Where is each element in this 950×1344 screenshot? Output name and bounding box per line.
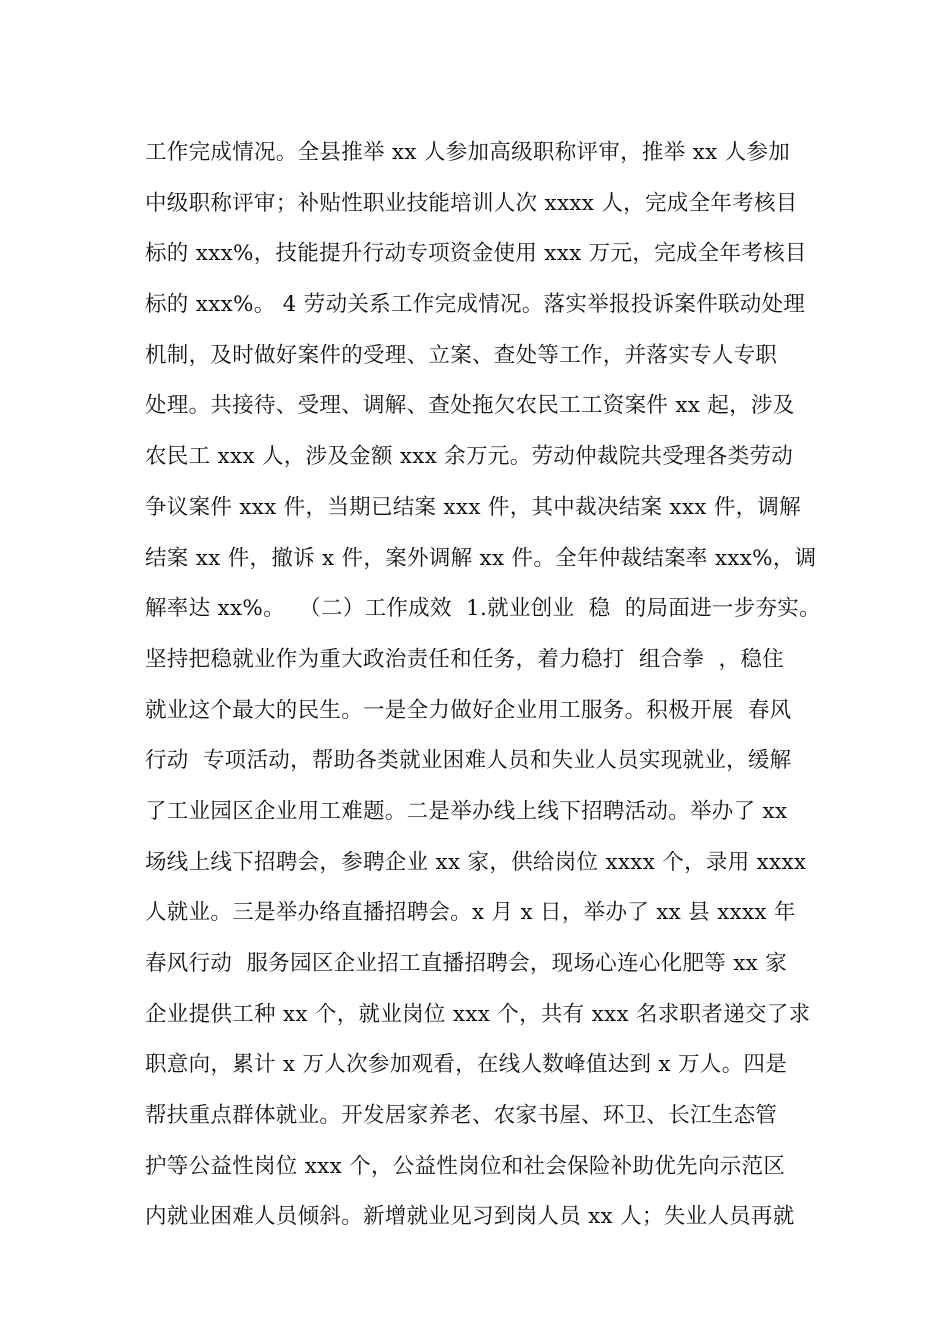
text-line: 内就业困难人员倾斜。新增就业见习到岗人员 xx 人；失业人员再就: [145, 1204, 795, 1230]
text-line: 就业这个最大的民生。一是全力做好企业用工服务。积极开展 春风: [145, 697, 792, 723]
text-line: 中级职称评审；补贴性职业技能培训人次 xxxx 人，完成全年考核目: [145, 190, 798, 216]
text-line: 机制，及时做好案件的受理、立案、查处等工作，并落实专人专职: [145, 342, 778, 368]
text-line: 标的 xxx%。 4 劳动关系工作完成情况。落实举报投诉案件联动处理: [145, 292, 806, 318]
text-line: 结案 xx 件，撤诉 x 件，案外调解 xx 件。全年仲裁结案率 xxx%，调: [145, 545, 817, 571]
text-line: 处理。共接待、受理、调解、查处拖欠农民工工资案件 xx 起，涉及: [145, 393, 795, 419]
text-line: 了工业园区企业用工难题。二是举办线上线下招聘活动。举办了 xx: [145, 798, 788, 824]
text-line: 行动 专项活动，帮助各类就业困难人员和失业人员实现就业，缓解: [145, 748, 792, 774]
text-line: 标的 xxx%，技能提升行动专项资金使用 xxx 万元，完成全年考核目: [145, 241, 807, 267]
body-text: [145, 128, 825, 1243]
text-line: 职意向，累计 x 万人次参加观看，在线人数峰值达到 x 万人。四是: [145, 1052, 787, 1078]
text-line: 春风行动 服务园区企业招工直播招聘会，现场心连心化肥等 xx 家: [145, 951, 787, 976]
text-line: 护等公益性岗位 xxx 个，公益性岗位和社会保险补助优先向示范区: [145, 1153, 786, 1179]
text-line: 场线上线下招聘会，参聘企业 xx 家，供给岗位 xxxx 个，录用 xxxx: [145, 849, 807, 875]
text-line: 争议案件 xxx 件，当期已结案 xxx 件，其中裁决结案 xxx 件，调解: [145, 494, 802, 520]
text-line: 农民工 xxx 人，涉及金额 xxx 余万元。劳动仲裁院共受理各类劳动: [145, 444, 794, 470]
text-line: 帮扶重点群体就业。开发居家养老、农家书屋、环卫、长江生态管: [145, 1103, 778, 1129]
text-line: 企业提供工种 xx 个，就业岗位 xxx 个，共有 xxx 名求职者递交了求: [145, 1001, 811, 1027]
text-line: 坚持把稳就业作为重大政治责任和任务，着力稳打 组合拳 ，稳住: [145, 646, 784, 672]
text-line: 人就业。三是举办络直播招聘会。x 月 x 日，举办了 xx 县 xxxx 年: [145, 900, 796, 926]
text-line: 解率达 xx%。 （二）工作成效 1.就业创业 稳 的局面进一步夯实。: [145, 596, 821, 622]
text-line: 工作完成情况。全县推举 xx 人参加高级职称评审，推举 xx 人参加: [145, 140, 791, 165]
